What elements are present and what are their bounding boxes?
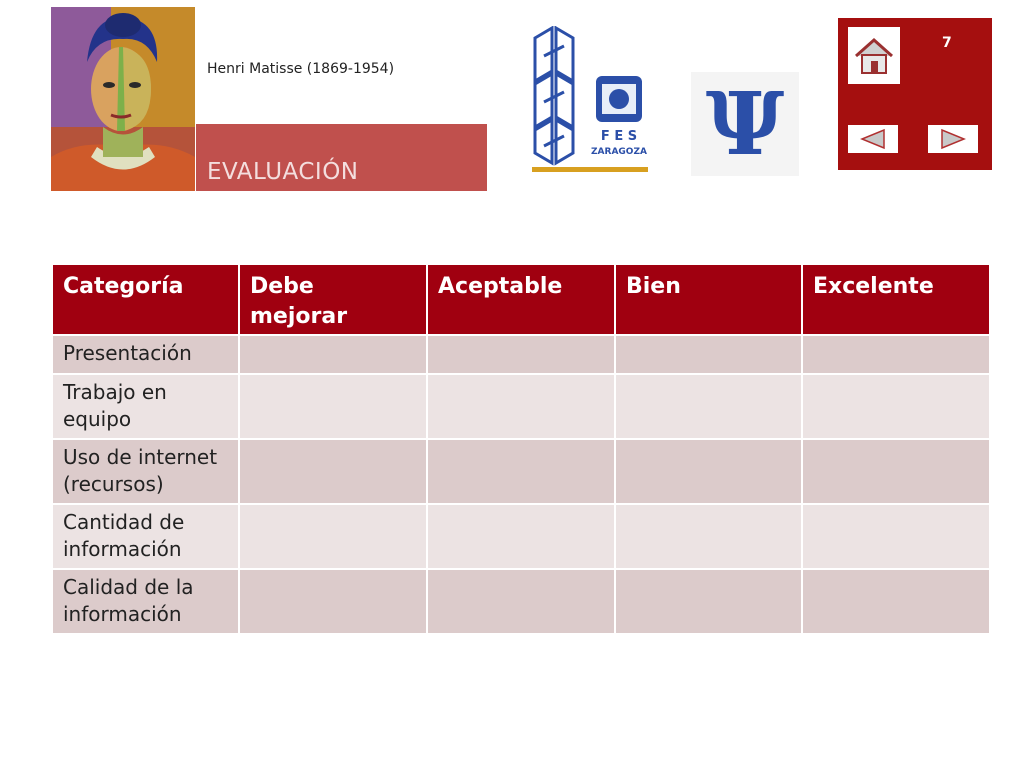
row-category-cell: Presentación [52, 335, 239, 374]
table-cell [239, 439, 427, 504]
row-category-cell: Cantidad de información [52, 504, 239, 569]
table-cell [427, 335, 615, 374]
table-cell [239, 504, 427, 569]
table-header-row [52, 264, 990, 335]
table-row [52, 439, 990, 504]
table-cell [427, 504, 615, 569]
table-row [52, 374, 990, 439]
fes-text: F E S [600, 129, 638, 144]
row-category-cell: Calidad de la información [52, 569, 239, 634]
table-cell [239, 374, 427, 439]
table-cell [615, 439, 802, 504]
table-row [52, 569, 990, 634]
table-cell [802, 439, 990, 504]
table-cell [427, 569, 615, 634]
row-category-cell: Trabajo en equipo [52, 374, 239, 439]
table-cell [427, 374, 615, 439]
artist-caption: Henri Matisse (1869-1954) [207, 61, 395, 77]
triangle-right-icon [938, 128, 968, 150]
header-aceptable: Aceptable [427, 264, 615, 335]
page-number: 7 [942, 35, 952, 51]
matisse-portrait-image [51, 7, 195, 191]
evaluation-rubric-table [51, 263, 991, 635]
table-cell [615, 504, 802, 569]
header-categoria: Categoría [52, 264, 239, 335]
triangle-left-icon [858, 128, 888, 150]
table-cell [802, 504, 990, 569]
header-excelente: Excelente [802, 264, 990, 335]
zaragoza-text: ZARAGOZA [591, 147, 647, 157]
table-cell [615, 569, 802, 634]
home-icon [852, 34, 896, 78]
navigation-panel [838, 18, 992, 170]
table-cell [615, 374, 802, 439]
table-cell [427, 439, 615, 504]
psi-symbol-icon: Ψ [705, 74, 785, 175]
previous-button[interactable] [848, 125, 898, 153]
table-cell [802, 374, 990, 439]
row-category-cell: Uso de internet (recursos) [52, 439, 239, 504]
next-button[interactable] [928, 125, 978, 153]
table-row [52, 504, 990, 569]
psychology-logo [691, 72, 799, 176]
page-title: EVALUACIÓN [207, 159, 359, 185]
table-cell [615, 335, 802, 374]
header-debe-mejorar: Debe mejorar [239, 264, 427, 335]
table-cell [239, 335, 427, 374]
fes-zaragoza-logo [530, 26, 650, 176]
table-row [52, 335, 990, 374]
home-button[interactable] [848, 27, 900, 84]
table-cell [239, 569, 427, 634]
title-band [196, 124, 487, 191]
table-cell [802, 569, 990, 634]
table-cell [802, 335, 990, 374]
header-bien: Bien [615, 264, 802, 335]
